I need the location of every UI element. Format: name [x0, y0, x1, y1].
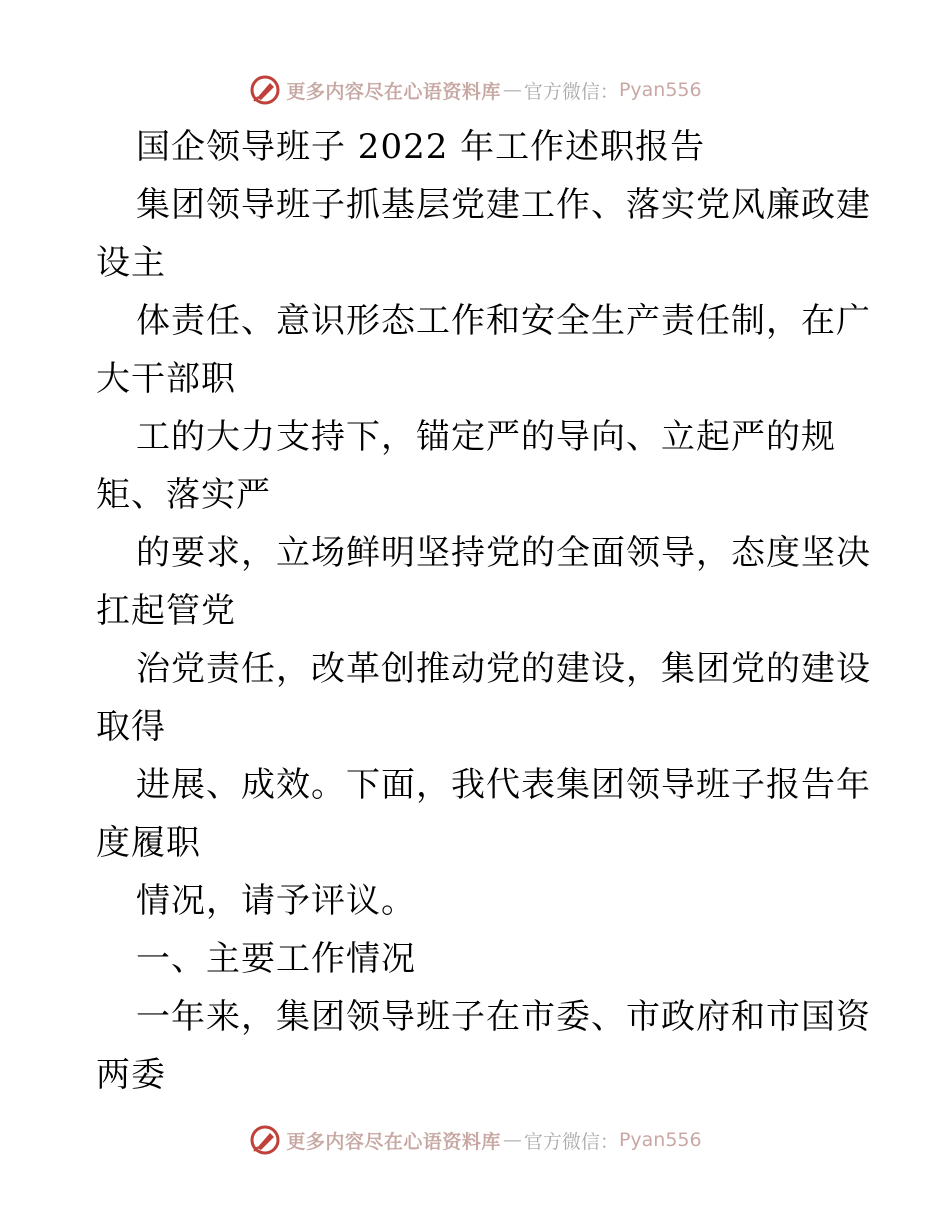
paragraph-line: 扛起管党: [96, 591, 236, 631]
paragraph-line: 度履职: [96, 823, 201, 863]
paragraph-line: 一年来，集团领导班子在市委、市政府和市国资: [136, 997, 871, 1037]
watermark-site-text: 更多内容尽在心语资料库: [286, 1130, 501, 1153]
document-body: [96, 118, 871, 1104]
watermark-dash: —: [502, 1129, 522, 1151]
watermark-wechat-id: Pyan556: [618, 79, 702, 101]
paragraph-line: 设主: [96, 243, 166, 283]
watermark-wechat-label: 官方微信：: [523, 80, 619, 103]
watermark-wechat-id: Pyan556: [618, 1129, 702, 1151]
paragraph-line: 矩、落实严: [96, 475, 271, 515]
paragraph-line: 的要求，立场鲜明坚持党的全面领导，态度坚决: [136, 533, 871, 573]
paragraph-line: 取得: [96, 707, 166, 747]
pen-logo-icon: [248, 1123, 282, 1157]
paragraph-line: 集团领导班子抓基层党建工作、落实党风廉政建: [136, 185, 871, 225]
document-title: 国企领导班子 2022 年工作述职报告: [136, 127, 706, 167]
paragraph-line: 工的大力支持下，锚定严的导向、立起严的规: [136, 417, 836, 457]
paragraph-line: 情况，请予评议。: [136, 881, 416, 921]
header-watermark: [0, 70, 950, 110]
paragraph-line: 大干部职: [96, 359, 236, 399]
paragraph-line: 两委: [96, 1055, 166, 1095]
paragraph-line: 一、主要工作情况: [136, 939, 416, 979]
watermark-wechat-label: 官方微信：: [523, 1130, 619, 1153]
paragraph-line: 体责任、意识形态工作和安全生产责任制，在广: [136, 301, 871, 341]
footer-watermark: [0, 1120, 950, 1160]
pen-logo-icon: [248, 73, 282, 107]
paragraph-line: 治党责任，改革创推动党的建设，集团党的建设: [136, 649, 871, 689]
watermark-site-text: 更多内容尽在心语资料库: [286, 80, 501, 103]
paragraph-line: 进展、成效。下面，我代表集团领导班子报告年: [136, 765, 871, 805]
watermark-dash: —: [502, 79, 522, 101]
